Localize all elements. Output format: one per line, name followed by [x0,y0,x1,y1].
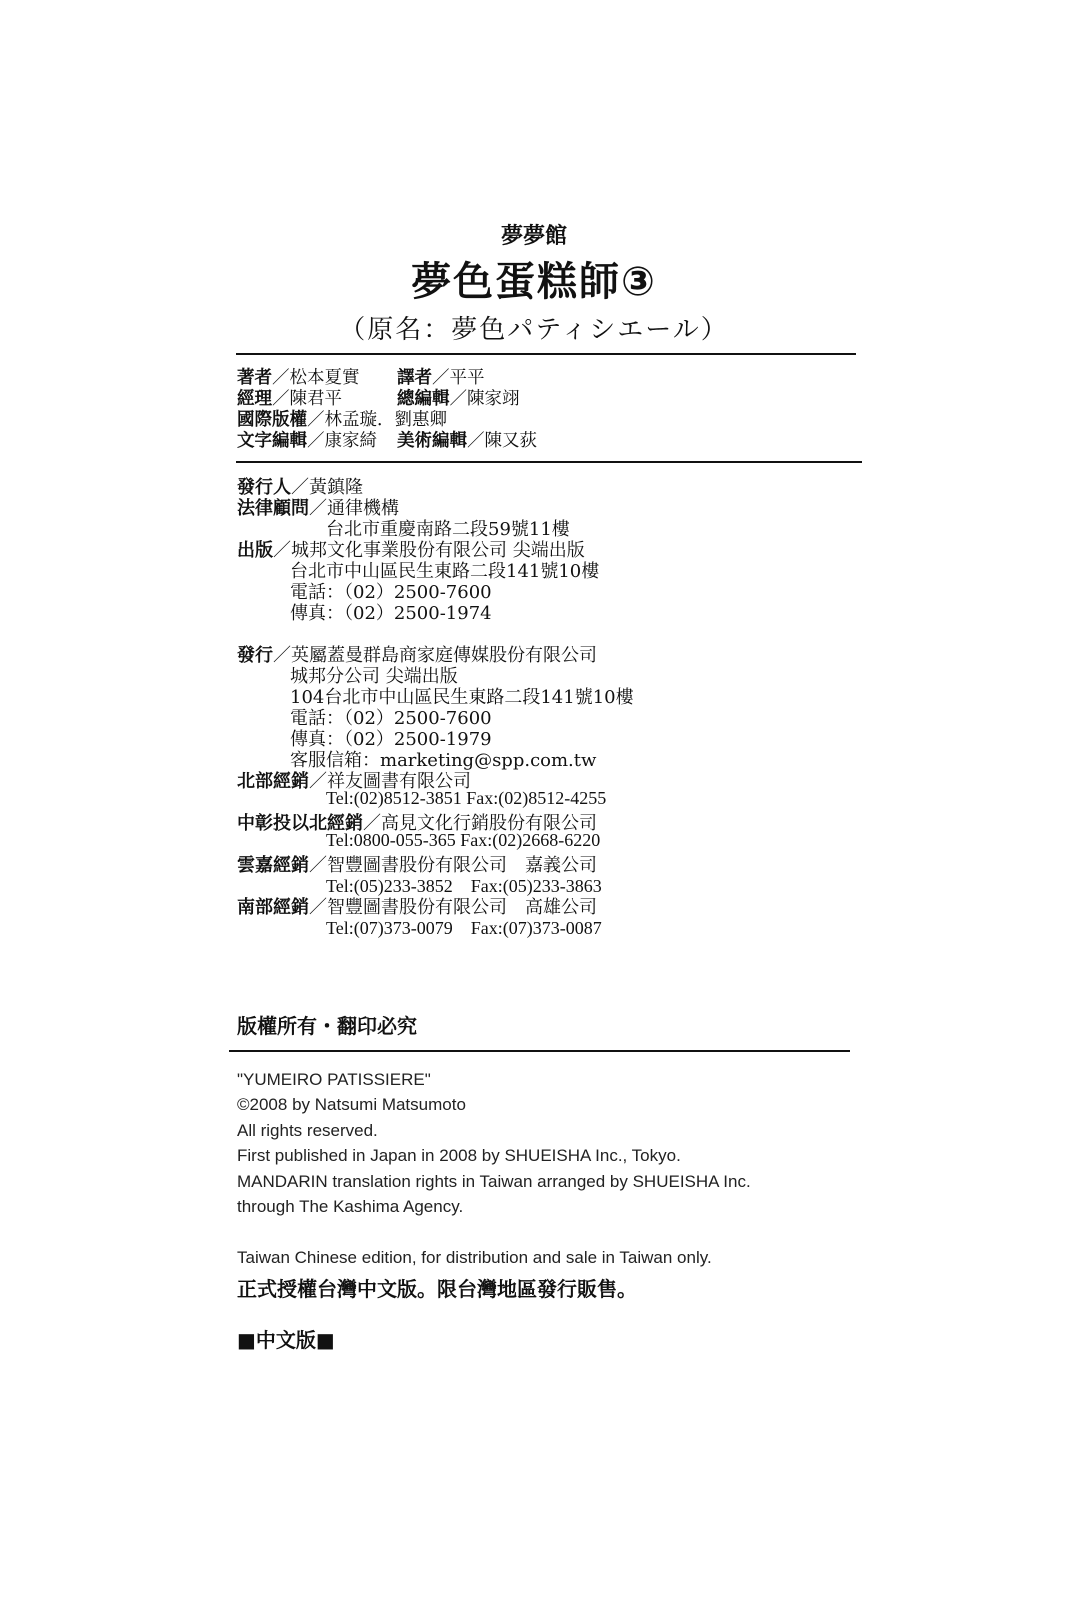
copyright-line: ©2008 by Natsumi Matsumoto [237,1095,466,1114]
yunchia-contact: Tel:(05)233-3852 Fax:(05)233-3863 [326,876,602,896]
north-label: 北部經銷 [237,771,309,792]
legal-name: 通律機構 [327,498,399,519]
south-label: 南部經銷 [237,897,309,918]
manager-line: 經理／陳君平 [237,389,342,409]
issuer-line: 發行人／黃鎮隆 [237,477,363,498]
central-name: 高見文化行銷股份有限公司 [381,813,597,834]
central-label: 中彰投以北經銷 [237,813,363,834]
north-contact: Tel:(02)8512-3851 Fax:(02)8512-4255 [326,788,607,808]
author-name: 松本夏實 [289,368,360,388]
manager-name: 陳君平 [289,389,342,409]
author-label: 著者 [237,368,272,388]
rights-notice: 版權所有・翻印必究 [237,1014,417,1038]
authorized-line: 正式授權台灣中文版。限台灣地區發行販售。 [237,1277,637,1301]
distributor-branch: 城邦分公司 尖端出版 [290,666,458,687]
mandarin-line: MANDARIN translation rights in Taiwan arranged by SHUEISHA Inc. [237,1172,751,1191]
text-editor-line: 文字編輯／康家綺 [237,431,377,451]
publisher-name: 城邦文化事業股份有限公司 尖端出版 [291,540,585,561]
legal-address: 台北市重慶南路二段59號11樓 [326,519,570,540]
chief-editor-line: 總編輯／陳家翊 [397,389,520,409]
distributor-fax: 傳真：（02）2500-1979 [290,729,492,750]
art-editor-label: 美術編輯 [397,431,467,451]
south-line: 南部經銷／智豐圖書股份有限公司 高雄公司 [237,897,597,918]
yunchia-line: 雲嘉經銷／智豐圖書股份有限公司 嘉義公司 [237,855,597,876]
divider [236,353,856,355]
publisher-line: 出版／城邦文化事業股份有限公司 尖端出版 [237,540,585,561]
first-published-line: First published in Japan in 2008 by SHUEISHA Inc., Tokyo. [237,1146,681,1165]
distributor-label: 發行 [237,645,273,666]
distributor-email: 客服信箱：marketing@spp.com.tw [290,750,597,771]
agency-line: through The Kashima Agency. [237,1197,464,1216]
publisher-label: 出版 [237,540,273,561]
chief-editor-name: 陳家翊 [467,389,520,409]
author-line: 著者／松本夏實 [237,368,360,388]
publisher-address: 台北市中山區民生東路二段141號10樓 [290,561,600,582]
south-name: 智豐圖書股份有限公司 高雄公司 [327,897,597,918]
central-contact: Tel:0800-055-365 Fax:(02)2668-6220 [326,830,601,850]
distributor-address: 104台北市中山區民生東路二段141號10樓 [290,687,634,708]
divider [236,461,862,463]
intl-rights-label: 國際版權 [237,410,307,430]
yunchia-name: 智豐圖書股份有限公司 嘉義公司 [327,855,597,876]
book-title: 夢色蛋糕師③ [411,259,657,305]
art-editor-line: 美術編輯／陳又荻 [397,431,537,451]
edition-line: Taiwan Chinese edition, for distribution and sale in Taiwan only. [237,1248,712,1267]
distributor-name: 英屬蓋曼群島商家庭傳媒股份有限公司 [291,645,597,666]
divider [229,1050,850,1052]
text-editor-name: 康家綺 [324,431,377,451]
north-name: 祥友圖書有限公司 [327,771,471,792]
translator-name: 平平 [449,368,485,388]
original-title: （原名：夢色パティシエール） [339,315,729,345]
reserved-line: All rights reserved. [237,1121,378,1140]
issuer-label: 發行人 [237,477,291,498]
intl-rights-line: 國際版權／林孟璇．劉惠卿 [237,410,447,430]
publisher-phone: 電話：（02）2500-7600 [290,582,492,603]
chinese-edition-mark: ■中文版■ [237,1328,335,1352]
manager-label: 經理 [237,389,272,409]
south-contact: Tel:(07)373-0079 Fax:(07)373-0087 [326,918,602,938]
intl-rights-names: 林孟璇．劉惠卿 [324,410,447,430]
north-line: 北部經銷／祥友圖書有限公司 [237,771,471,792]
distributor-line: 發行／英屬蓋曼群島商家庭傳媒股份有限公司 [237,645,597,666]
legal-line: 法律顧問／通律機構 [237,498,399,519]
central-line: 中彰投以北經銷／高見文化行銷股份有限公司 [237,813,597,834]
legal-label: 法律顧問 [237,498,309,519]
series-name: 夢夢館 [500,224,567,249]
art-editor-name: 陳又荻 [484,431,537,451]
translator-line: 譯者／平平 [397,368,485,388]
original-title-en: "YUMEIRO PATISSIERE" [237,1070,431,1089]
text-editor-label: 文字編輯 [237,431,307,451]
issuer-name: 黃鎮隆 [309,477,363,498]
chief-editor-label: 總編輯 [397,389,450,409]
yunchia-label: 雲嘉經銷 [237,855,309,876]
publisher-fax: 傳真：（02）2500-1974 [290,603,492,624]
translator-label: 譯者 [397,368,432,388]
distributor-phone: 電話：（02）2500-7600 [290,708,492,729]
